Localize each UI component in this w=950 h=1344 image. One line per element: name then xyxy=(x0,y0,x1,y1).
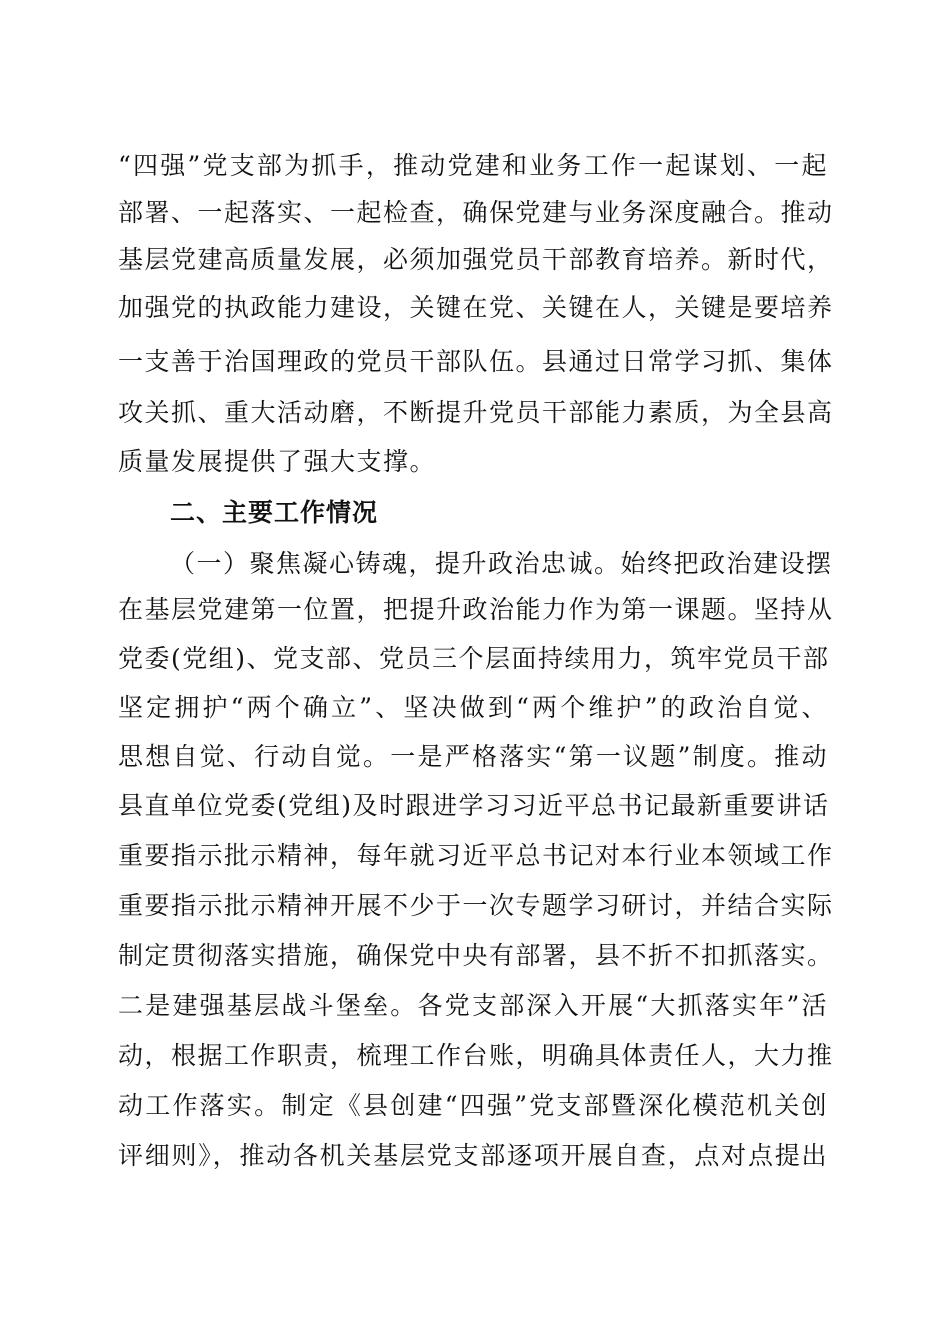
paragraph-line: 重要指示批示精神，每年就习近平总书记对本行业本领域工作 xyxy=(118,841,834,870)
paragraph-line: 攻关抓、重大活动磨，不断提升党员干部能力素质，为全县高 xyxy=(118,398,834,427)
paragraph-line: 在基层党建第一位置，把提升政治能力作为第一课题。坚持从 xyxy=(118,595,834,624)
paragraph-line: （一）聚焦凝心铸魂，提升政治忠诚。始终把政治建设摆 xyxy=(170,549,833,578)
paragraph-line: 部署、一起落实、一起检查，确保党建与业务深度融合。推动 xyxy=(118,198,834,227)
paragraph-line: 重要指示批示精神开展不少于一次专题学习研讨，并结合实际 xyxy=(118,891,834,920)
paragraph-line: 质量发展提供了强大支撑。 xyxy=(118,447,437,476)
paragraph-line: 制定贯彻落实措施，确保党中央有部署，县不折不扣抓落实。 xyxy=(118,941,834,970)
paragraph-line: 二是建强基层战斗堡垒。各党支部深入开展“大抓落实年”活 xyxy=(118,991,828,1020)
paragraph-line: 评细则》，推动各机关基层党支部逐项开展自查，点对点提出 xyxy=(118,1141,828,1170)
paragraph-line: 坚定拥护“两个确立”、坚决做到“两个维护”的政治自觉、 xyxy=(118,693,828,722)
paragraph-line: 加强党的执政能力建设，关键在党、关键在人，关键是要培养 xyxy=(118,293,834,322)
paragraph-line: “四强”党支部为抓手，推动党建和业务工作一起谋划、一起 xyxy=(118,151,828,180)
paragraph-line: 县直单位党委(党组)及时跟进学习习近平总书记最新重要讲话 xyxy=(118,791,830,820)
paragraph-line: 党委(党组)、党支部、党员三个层面持续用力，筑牢党员干部 xyxy=(118,644,830,673)
section-heading: 二、主要工作情况 xyxy=(170,498,379,527)
paragraph-line: 基层党建高质量发展，必须加强党员干部教育培养。新时代， xyxy=(118,245,834,274)
paragraph-line: 思想自觉、行动自觉。一是严格落实“第一议题”制度。推动 xyxy=(118,742,828,771)
paragraph-line: 动工作落实。制定《县创建“四强”党支部暨深化模范机关创 xyxy=(118,1091,828,1120)
paragraph-line: 动，根据工作职责，梳理工作台账，明确具体责任人，大力推 xyxy=(118,1041,834,1070)
paragraph-line: 一支善于治国理政的党员干部队伍。县通过日常学习抓、集体 xyxy=(118,347,834,376)
